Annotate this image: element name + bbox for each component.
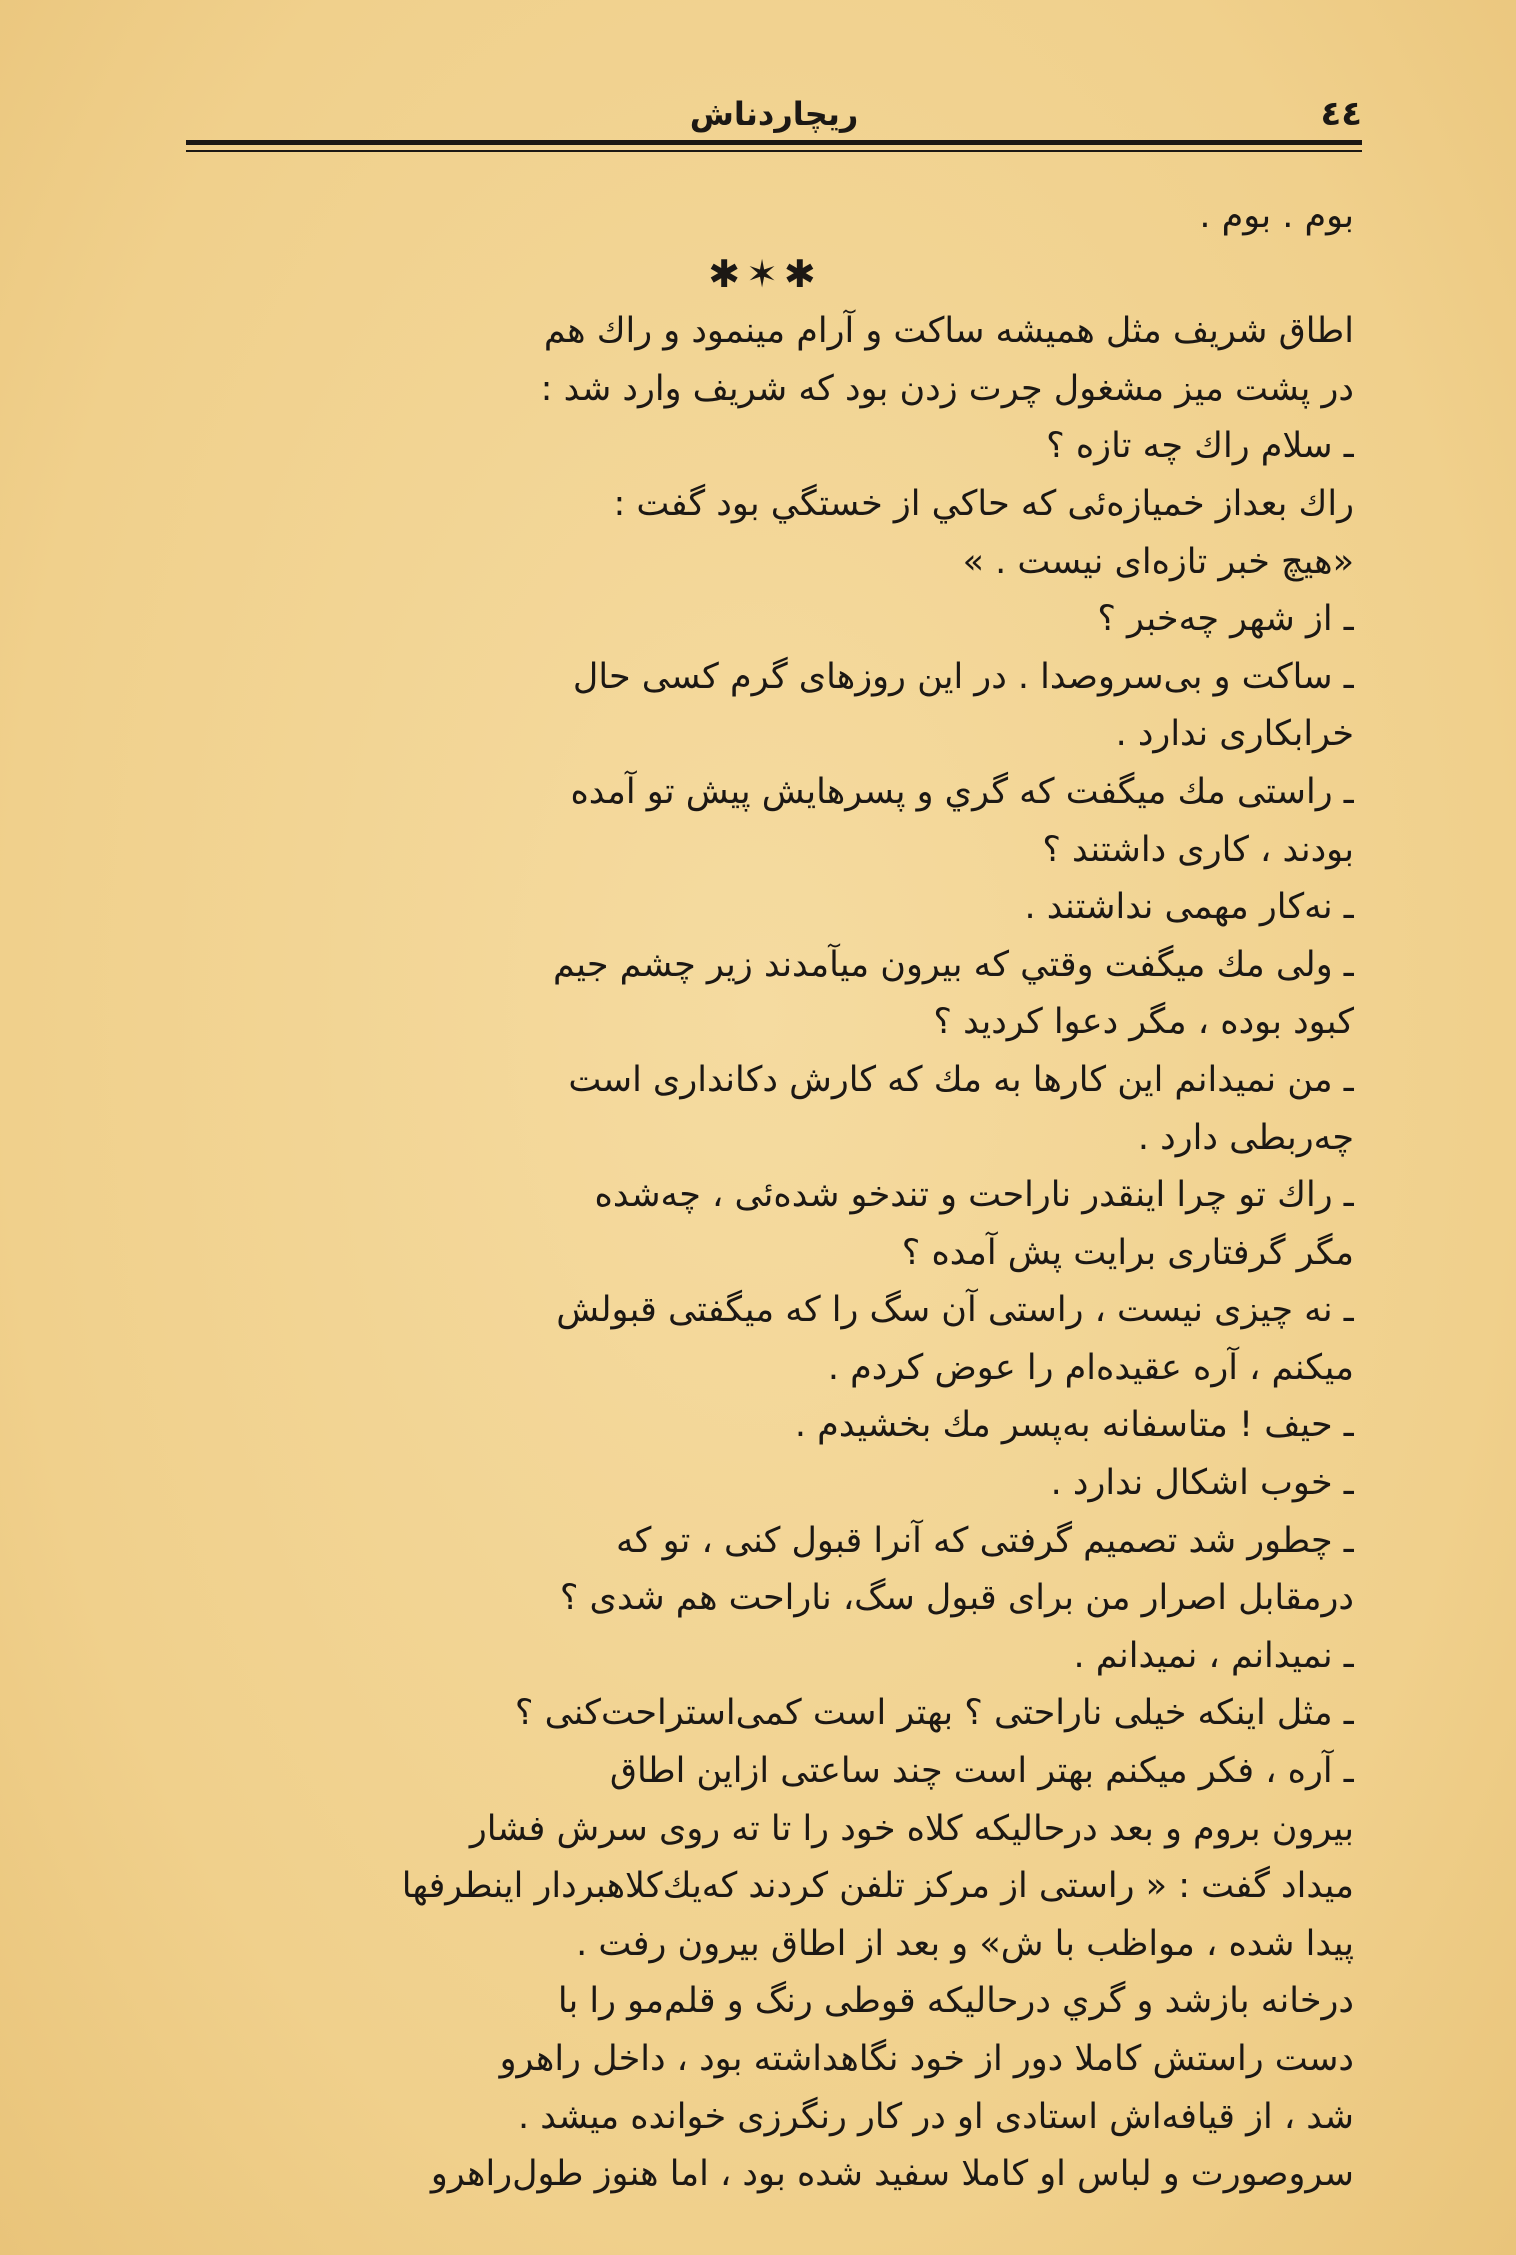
page-header (186, 88, 1362, 140)
text-line: پیدا شده ، مواظب با ش» و بعد از اطاق بیرون رفت . (576, 1923, 1354, 1964)
text-line: بودند ، کاری داشتند ؟ (1042, 829, 1354, 870)
text-line: درمقابل اصرار من برای قبول سگ، ناراحت هم شدی ؟ (559, 1578, 1354, 1619)
running-title: ریچاردناش (689, 95, 859, 133)
text-line: ـ آره ، فکر میکنم بهتر است چند ساعتی ازاین اطاق (609, 1751, 1354, 1792)
text-line: میکنم ، آره عقیده‌ام را عوض کردم . (827, 1347, 1354, 1388)
text-line: ـ ساکت و بی‌سروصدا . در این روزهای گرم کسی حال (572, 656, 1354, 697)
text-line: چه‌ربطی دارد . (1137, 1117, 1354, 1158)
text-line: در پشت میز مشغول چرت زدن بود که شریف وارد شد : (540, 368, 1354, 409)
text-line: ـ نمیدانم ، نمیدانم . (1073, 1635, 1354, 1676)
header-rule-thin (186, 150, 1362, 152)
section-ornament: ✱✶✱ (708, 251, 822, 296)
text-line: خرابکاری ندارد . (1115, 714, 1354, 755)
text-line: ـ راك تو چرا اینقدر ناراحت و تندخو شده‌ئی ، چه‌شده (594, 1175, 1354, 1216)
page-number: ٤٤ (1320, 94, 1362, 134)
text-line: شد ، از قیافه‌اش استادی او در کار رنگرزی خوانده میشد . (517, 2096, 1354, 2137)
text-line: بیرون بروم و بعد درحالیکه کلاه خود را تا ته روی سرش فشار (469, 1808, 1354, 1849)
text-line: میداد گفت : « راستی از مرکز تلفن کردند که‌یك‌کلاهبردار اینطرفها (401, 1866, 1354, 1907)
text-line: ـ سلام راك چه تازه ؟ (1046, 426, 1354, 467)
text-line: ـ از شهر چه‌خبر ؟ (1097, 599, 1354, 640)
header-rule-thick (186, 140, 1362, 145)
text-line: ـ راستی مك میگفت که گري و پسرهایش پیش تو آمده (570, 771, 1354, 812)
text-line: مگر گرفتاری برایت پش آمده ؟ (901, 1232, 1354, 1273)
text-line: ـ نه‌کار مهمی نداشتند . (1024, 887, 1354, 928)
text-line: ـ مثل اینکه خیلی ناراحتی ؟ بهتر است کمی‌استراحت‌کنی ؟ (514, 1693, 1354, 1734)
text-line: ـ حیف ! متاسفانه به‌پسر مك بخشیدم . (794, 1405, 1354, 1446)
text-line: بوم . بوم . (1199, 196, 1354, 236)
text-line: سروصورت و لباس او کاملا سفید شده بود ، اما هنوز طول‌راهرو (430, 2154, 1354, 2195)
text-line: ـ خوب اشکال ندارد . (1050, 1463, 1354, 1504)
text-line: دست راستش کاملا دور از خود نگاهداشته بود ، داخل راهرو (499, 2039, 1354, 2079)
text-line: اطاق شریف مثل همیشه ساکت و آرام مینمود و راك هم (543, 311, 1354, 352)
text-line: راك بعداز خمیازه‌ئی که حاکي از خستگي بود گفت : (613, 483, 1354, 524)
text-line: ـ ولی مك میگفت وقتي که بیرون میآمدند زیر چشم جیم (552, 944, 1354, 985)
body-text (176, 188, 1354, 2204)
text-line: ـ چطور شد تصمیم گرفتی که آنرا قبول کنی ، تو که (616, 1520, 1354, 1561)
text-line: درخانه بازشد و گري درحالیکه قوطی رنگ و قلم‌مو را با (557, 1981, 1354, 2022)
text-line: ـ نه چیزی نیست ، راستی آن سگ را که میگفتی قبولش (556, 1290, 1354, 1331)
text-line: ـ من نمیدانم این کارها به مك که کارش دکانداری است (568, 1059, 1354, 1100)
text-line: «هیچ خبر تازه‌ای نیست . » (962, 541, 1354, 582)
text-line: کبود بوده ، مگر دعوا کردید ؟ (933, 1002, 1354, 1043)
